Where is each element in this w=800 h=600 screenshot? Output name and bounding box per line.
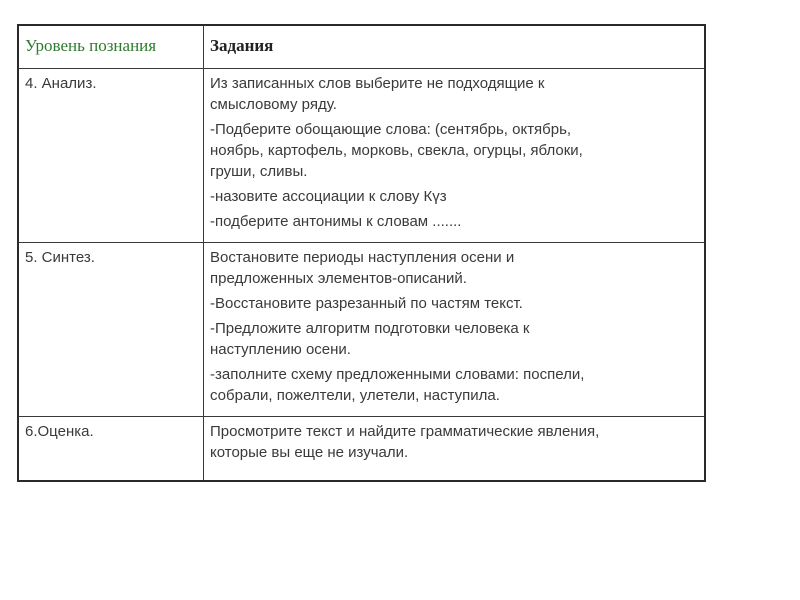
task-item: Просмотрите текст и найдите грамматические явления, которые вы еще не изучали. [210,423,600,461]
tasks-cell [204,417,706,482]
header-level: Уровень познания [18,25,204,69]
table-row [18,69,705,243]
level-cell: 6.Оценка. [18,417,204,482]
tasks-cell [204,243,706,417]
task-item: -подберите антонимы к словам ....... [210,213,462,230]
task-item: -заполните схему предложенными словами: поспели, собрали, пожелтели, улетели, наступила. [210,366,585,404]
task-item: Востановите периоды наступления осени и предложенных элементов-описаний. [210,249,515,287]
table-row [18,417,705,482]
header-tasks: Задания [204,25,706,69]
table-header-row [18,25,705,69]
level-cell: 4. Анализ. [18,69,204,243]
tasks-cell [204,69,706,243]
table-row [18,243,705,417]
task-item: -Восстановите разрезанный по частям текст. [210,295,523,312]
task-item: -Подберите обощающие слова: (сентябрь, октябрь, ноябрь, картофель, морковь, свекла, огурцы, яблоки, груши, сливы. [210,121,583,180]
tasks-table [17,24,706,482]
task-item: -Предложите алгоритм подготовки человека к наступлению осени. [210,320,530,358]
task-item: -назовите ассоциации к слову Күз [210,188,447,205]
task-item: Из записанных слов выберите не подходящие к смысловому ряду. [210,75,545,113]
level-cell: 5. Синтез. [18,243,204,417]
